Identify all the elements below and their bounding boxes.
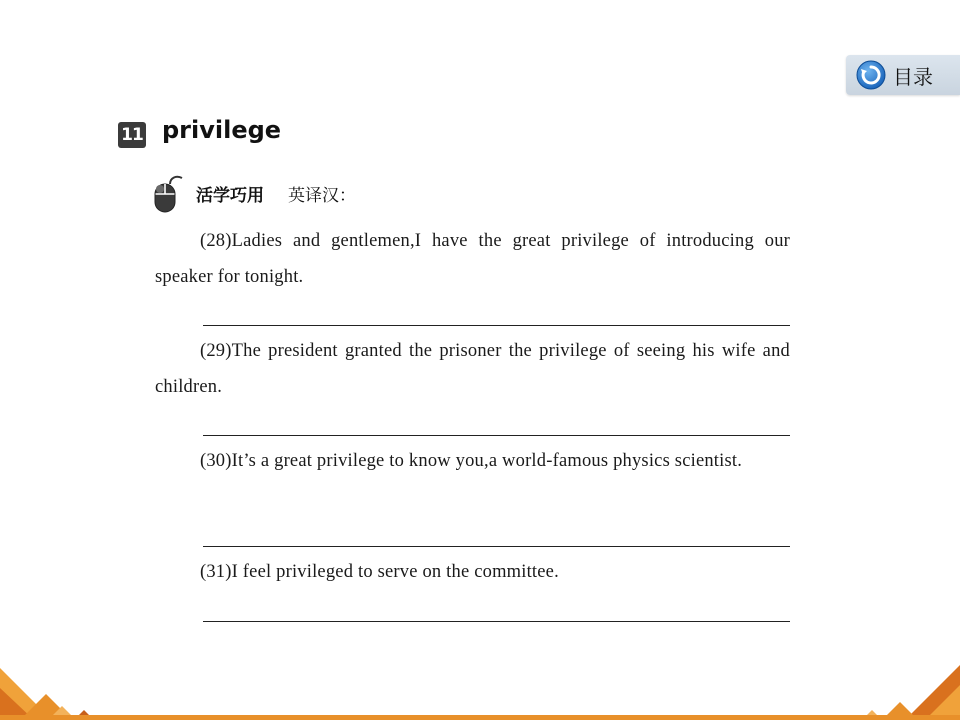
exercise-30-text: (30)It’s a great privilege to know you,a world-famous physics scientist. <box>200 451 743 471</box>
exercise-29-text: (29)The president granted the prisoner the privilege of seeing his wife and children. <box>155 341 790 397</box>
exercise-28-text: (28)Ladies and gentlemen,I have the great privilege of introducing our speaker for tonight. <box>155 231 790 287</box>
toc-label: 目录 <box>893 64 933 89</box>
word-title: privilege <box>162 116 282 144</box>
exercise-31-text: (31)I feel privileged to serve on the committee. <box>200 562 559 582</box>
bottom-accent-band <box>0 715 960 720</box>
section-heading <box>196 181 356 206</box>
word-number-badge: 11 <box>118 122 146 148</box>
computer-mouse-icon <box>152 172 188 214</box>
answer-line-28[interactable] <box>203 325 790 326</box>
bottom-right-decoration <box>860 665 960 720</box>
section-subtitle: 英译汉： <box>288 186 356 206</box>
toc-button[interactable] <box>846 55 960 95</box>
answer-line-30[interactable] <box>203 546 790 547</box>
circular-arrow-icon <box>856 60 886 90</box>
answer-line-31[interactable] <box>203 621 790 622</box>
answer-line-29[interactable] <box>203 435 790 436</box>
section-title: 活学巧用 <box>196 186 264 206</box>
bottom-left-decoration <box>0 660 110 720</box>
